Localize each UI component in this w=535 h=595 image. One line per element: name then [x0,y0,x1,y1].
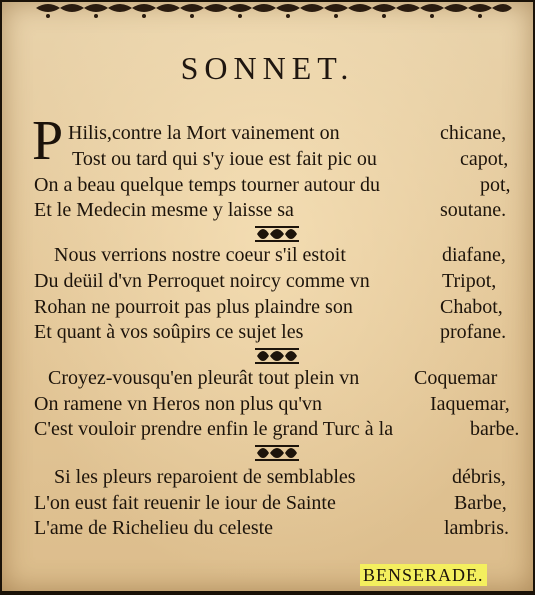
verse-line [2,172,533,198]
verse-line [2,146,533,172]
verse-line [2,294,533,320]
page-title: SONNET. [180,50,355,86]
rhyme-word: soutane. [440,199,507,221]
drop-cap: P [32,110,64,172]
verse-text: L'ame de Richelieu du celeste [34,517,274,539]
rhyme-word: lambris. [444,517,509,539]
verse-line [2,242,533,268]
verse-line [2,197,533,223]
verse-text: Du deüil d'vn Perroquet noircy comme vn [34,270,370,292]
rhyme-word: Barbe, [454,492,507,514]
verse-line [2,319,533,345]
fleuron-icon [255,443,299,463]
verse-text: C'est vouloir prendre enfin le grand Turc à la [34,418,394,440]
verse-line [2,391,533,417]
verse-text: Hilis,contre la Mort vainement on [68,122,340,144]
verse-text: Et le Medecin mesme y laisse sa [34,199,294,221]
rhyme-word: Coquemar [414,367,498,389]
fleuron-icon [255,346,299,366]
verse-text: Si les pleurs reparoient de semblables [54,466,356,488]
author-signature: BENSERADE. [360,564,487,586]
verse-line [2,120,533,146]
verse-text: On ramene vn Heros non plus qu'vn [34,393,322,415]
verse-text: Croyez-vousqu'en pleurât tout plein vn [48,367,360,389]
rhyme-word: chicane, [440,122,507,144]
verse-text: Et quant à vos soûpirs ce sujet les [34,321,304,343]
verse-text: On a beau quelque temps tourner autour du [34,174,381,196]
verse-text: Rohan ne pourroit pas plus plaindre son [34,296,353,318]
rhyme-word: profane. [440,321,507,343]
rhyme-word: pot, [480,174,511,196]
fleuron-icon [255,224,299,244]
verse-line [2,515,533,541]
verse-line [2,268,533,294]
verse-text: L'on eust fait reuenir le iour de Sainte [34,492,336,514]
rhyme-word: Chabot, [440,296,503,318]
rhyme-word: diafane, [442,244,506,266]
verse-line [2,365,533,391]
verse-text: Tost ou tard qui s'y ioue est fait pic ou [72,148,377,170]
verse-line [2,416,533,442]
ornament-band-icon [36,2,512,20]
rhyme-word: Tripot, [442,270,497,292]
rhyme-word: barbe. [470,418,520,440]
verse-text: Nous verrions nostre coeur s'il estoit [54,244,346,266]
verse-line [2,464,533,490]
book-page [2,2,533,591]
rhyme-word: Iaquemar, [430,393,510,415]
verse-line [2,490,533,516]
rhyme-word: capot, [460,148,509,170]
rhyme-word: débris, [452,466,506,488]
